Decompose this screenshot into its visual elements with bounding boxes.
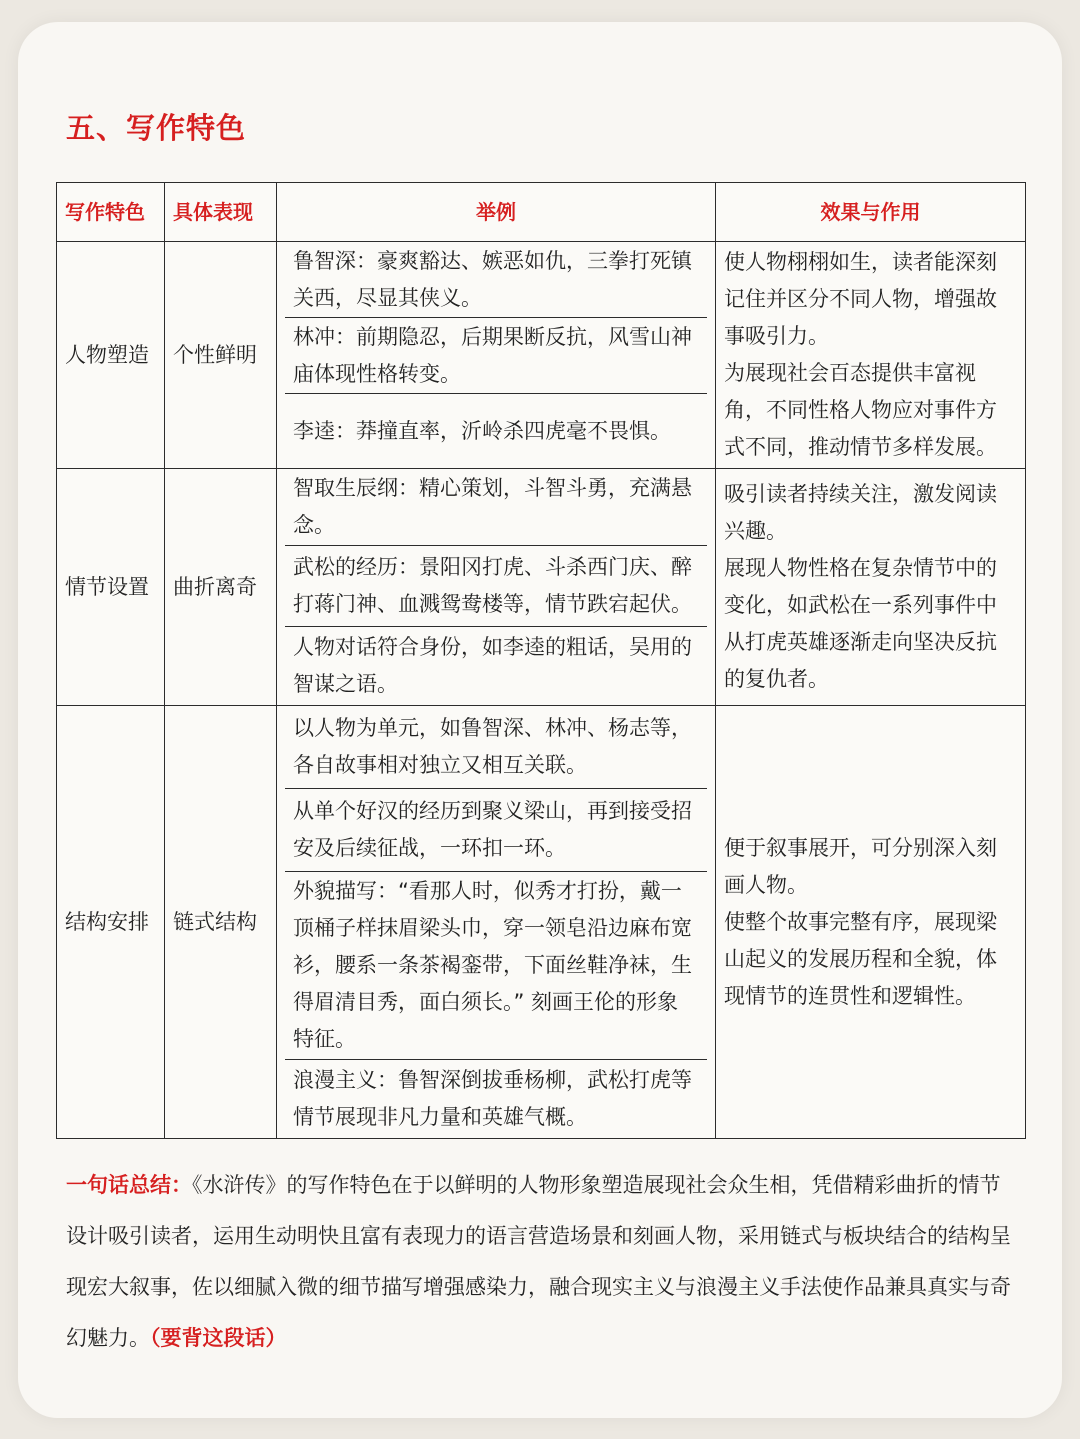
manifestation-cell: 链式结构 <box>165 706 277 1139</box>
feature-cell: 情节设置 <box>57 469 165 706</box>
effects-cell <box>716 469 1026 706</box>
header-effects: 效果与作用 <box>716 183 1026 242</box>
effect-text: 使整个故事完整有序，展现梁山起义的发展历程和全貌，体现情节的连贯性和逻辑性。 <box>724 909 997 1008</box>
header-examples: 举例 <box>277 183 716 242</box>
examples-cell <box>277 706 716 1139</box>
effects-cell <box>716 706 1026 1139</box>
summary-memorize-note: （要背这段话） <box>150 1326 287 1350</box>
example-item: 武松的经历：景阳冈打虎、斗杀西门庆、醉打蒋门神、血溅鸳鸯楼等，情节跌宕起伏。 <box>285 546 707 627</box>
table-row <box>57 242 1026 469</box>
example-item: 智取生辰纲：精心策划，斗智斗勇，充满悬念。 <box>285 469 707 546</box>
effect-text: 吸引读者持续关注，激发阅读兴趣。 <box>724 482 997 543</box>
manifestation-cell: 曲折离奇 <box>165 469 277 706</box>
example-item: 鲁智深：豪爽豁达、嫉恶如仇，三拳打死镇关西，尽显其侠义。 <box>285 242 707 318</box>
example-item: 人物对话符合身份，如李逵的粗话，吴用的智谋之语。 <box>293 635 692 696</box>
summary-body: 《水浒传》的写作特色在于以鲜明的人物形象塑造展现社会众生相，凭借精彩曲折的情节设计吸引读者，运用生动明快且富有表现力的语言营造场景和刻画人物，采用链式与板块结合的结构呈现宏大叙事，佐以细腻入微的细节描写增强感染力，融合现实主义与浪漫主义手法使作品兼具真实与奇幻魅力。 <box>66 1173 1011 1350</box>
table-row <box>57 706 1026 1139</box>
example-item: 外貌描写：“看那人时，似秀才打扮，戴一顶桶子样抹眉梁头巾，穿一领皂沿边麻布宽衫，腰系一条茶褐銮带，下面丝鞋净袜，生得眉清目秀，面白须长。” 刻画王伦的形象特征。 <box>285 872 707 1060</box>
writing-features-table <box>56 182 1026 1139</box>
summary-paragraph <box>66 1160 1020 1364</box>
effect-text: 为展现社会百态提供丰富视角，不同性格人物应对事件方式不同，推动情节多样发展。 <box>724 361 997 459</box>
effect-text: 展现人物性格在复杂情节中的变化，如武松在一系列事件中从打虎英雄逐渐走向坚决反抗的复仇者。 <box>724 556 997 691</box>
example-item: 以人物为单元，如鲁智深、林冲、杨志等，各自故事相对独立又相互关联。 <box>285 706 707 789</box>
example-item: 浪漫主义：鲁智深倒拔垂杨柳，武松打虎等情节展现非凡力量和英雄气概。 <box>293 1068 692 1129</box>
table-row <box>57 469 1026 706</box>
header-feature: 写作特色 <box>57 183 165 242</box>
effect-text: 使人物栩栩如生，读者能深刻记住并区分不同人物，增强故事吸引力。 <box>724 250 997 348</box>
examples-cell <box>277 242 716 469</box>
table-header-row <box>57 183 1026 242</box>
effect-text: 便于叙事展开，可分别深入刻画人物。 <box>724 835 997 897</box>
feature-cell: 人物塑造 <box>57 242 165 469</box>
summary-lead: 一句话总结： <box>66 1173 192 1197</box>
example-item: 从单个好汉的经历到聚义梁山，再到接受招安及后续征战，一环扣一环。 <box>285 789 707 872</box>
manifestation-cell: 个性鲜明 <box>165 242 277 469</box>
feature-cell: 结构安排 <box>57 706 165 1139</box>
effects-cell <box>716 242 1026 469</box>
examples-cell <box>277 469 716 706</box>
example-item: 李逵：莽撞直率，沂岭杀四虎毫不畏惧。 <box>293 418 671 443</box>
example-item: 林冲：前期隐忍，后期果断反抗，风雪山神庙体现性格转变。 <box>285 318 707 394</box>
section-title: 五、写作特色 <box>66 111 247 145</box>
header-manifestation: 具体表现 <box>165 183 277 242</box>
